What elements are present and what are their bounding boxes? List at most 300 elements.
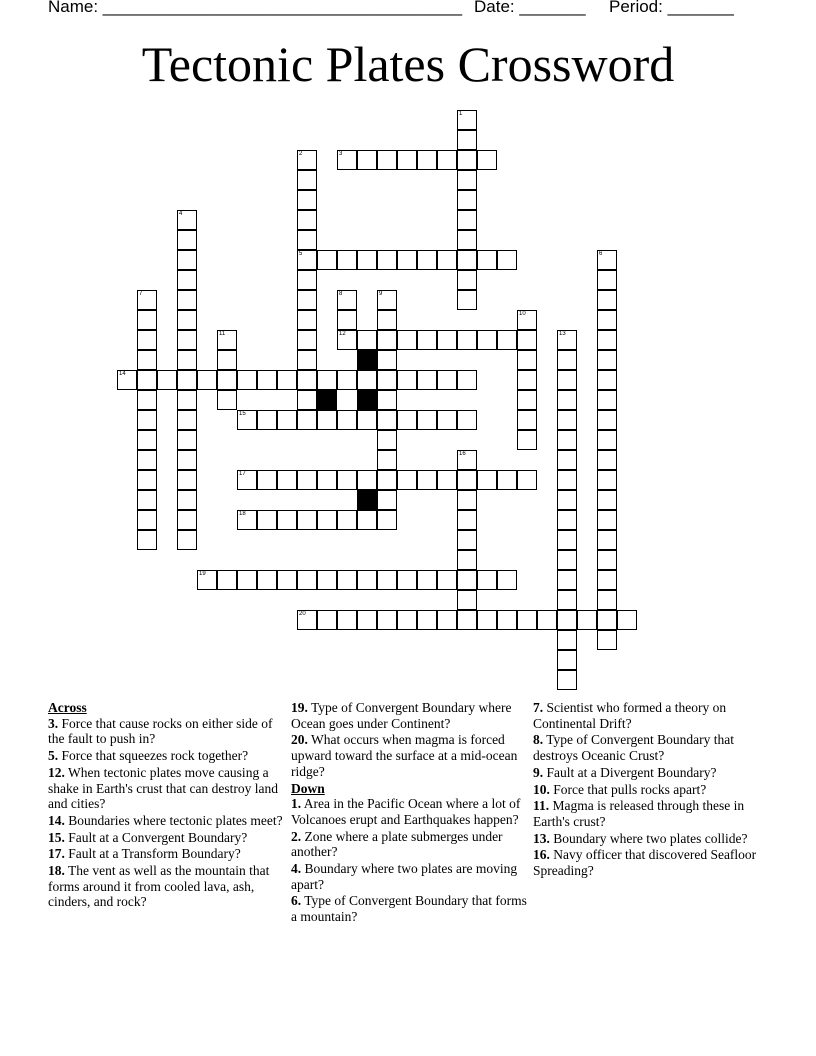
- cell-number: 7: [139, 291, 143, 297]
- grid-cell[interactable]: [457, 570, 477, 590]
- cell-number: 14: [119, 371, 126, 377]
- grid-cell[interactable]: [617, 610, 637, 630]
- grid-cell[interactable]: [457, 110, 477, 130]
- grid-cell[interactable]: [357, 330, 377, 350]
- clue-text: Force that pulls rocks apart?: [549, 781, 707, 797]
- grid-cell[interactable]: [597, 430, 617, 450]
- grid-cell[interactable]: [557, 550, 577, 570]
- grid-cell[interactable]: [457, 610, 477, 630]
- grid-cell[interactable]: [297, 230, 317, 250]
- clue: [533, 831, 769, 847]
- grid-cell[interactable]: [377, 570, 397, 590]
- grid-cell[interactable]: [517, 370, 537, 390]
- grid-cell[interactable]: [257, 570, 277, 590]
- clue-number: 1.: [291, 796, 302, 812]
- grid-cell[interactable]: [417, 470, 437, 490]
- grid-cell[interactable]: [437, 330, 457, 350]
- clue-text: Fault at a Convergent Boundary?: [64, 829, 248, 845]
- clue: [291, 796, 527, 827]
- grid-cell[interactable]: [137, 430, 157, 450]
- grid-cell[interactable]: [337, 470, 357, 490]
- grid-cell[interactable]: [477, 250, 497, 270]
- grid-cell[interactable]: [597, 550, 617, 570]
- grid-cell[interactable]: [177, 490, 197, 510]
- grid-cell[interactable]: [257, 410, 277, 430]
- grid-cell[interactable]: [417, 150, 437, 170]
- grid-cell[interactable]: [317, 370, 337, 390]
- grid-cell[interactable]: [457, 210, 477, 230]
- grid-cell[interactable]: [277, 470, 297, 490]
- grid-cell[interactable]: [457, 150, 477, 170]
- grid-cell[interactable]: [177, 530, 197, 550]
- clue-number: 8.: [533, 732, 544, 748]
- grid-cell[interactable]: [377, 250, 397, 270]
- grid-cell[interactable]: [417, 610, 437, 630]
- grid-cell[interactable]: [477, 570, 497, 590]
- grid-cell[interactable]: [437, 570, 457, 590]
- grid-cell[interactable]: [557, 390, 577, 410]
- clue-text: Fault at a Transform Boundary?: [64, 846, 241, 862]
- grid-cell[interactable]: [457, 370, 477, 390]
- grid-cell[interactable]: [357, 570, 377, 590]
- clues-column-1: [48, 700, 284, 911]
- grid-cell[interactable]: [557, 510, 577, 530]
- grid-cell[interactable]: [137, 350, 157, 370]
- grid-cell[interactable]: [557, 590, 577, 610]
- grid-cell[interactable]: [397, 250, 417, 270]
- clue: [291, 829, 527, 860]
- grid-cell[interactable]: [337, 330, 357, 350]
- grid-cell[interactable]: [337, 150, 357, 170]
- clues-column-3: [533, 700, 769, 880]
- grid-cell[interactable]: [137, 450, 157, 470]
- clues-column-2: [291, 700, 527, 926]
- clue-text: Type of Convergent Boundary that destroys Oceanic Crust?: [533, 732, 735, 764]
- clue: [48, 863, 284, 910]
- grid-cell[interactable]: [297, 390, 317, 410]
- grid-cell[interactable]: [337, 250, 357, 270]
- grid-cell[interactable]: [217, 350, 237, 370]
- grid-cell[interactable]: [297, 350, 317, 370]
- grid-cell[interactable]: [457, 450, 477, 470]
- grid-cell[interactable]: [597, 590, 617, 610]
- grid-cell[interactable]: [557, 470, 577, 490]
- period-field[interactable]: Period: _______: [609, 0, 734, 16]
- clue: [48, 748, 284, 764]
- grid-cell[interactable]: [417, 250, 437, 270]
- clue-number: 9.: [533, 764, 544, 780]
- grid-cell[interactable]: [597, 490, 617, 510]
- black-cell: [317, 390, 337, 410]
- grid-cell[interactable]: [137, 510, 157, 530]
- grid-cell[interactable]: [397, 150, 417, 170]
- grid-cell[interactable]: [537, 610, 557, 630]
- grid-cell[interactable]: [457, 230, 477, 250]
- clue-number: 17.: [48, 846, 65, 862]
- clue-number: 12.: [48, 764, 65, 780]
- grid-cell[interactable]: [277, 570, 297, 590]
- cell-number: 12: [339, 331, 346, 337]
- grid-cell[interactable]: [397, 410, 417, 430]
- grid-cell[interactable]: [297, 470, 317, 490]
- grid-cell[interactable]: [357, 370, 377, 390]
- grid-cell[interactable]: [177, 250, 197, 270]
- grid-cell[interactable]: [357, 410, 377, 430]
- grid-cell[interactable]: [337, 610, 357, 630]
- grid-cell[interactable]: [377, 470, 397, 490]
- clue-text: What occurs when magma is forced upward toward the surface at a mid-ocean ridge?: [291, 732, 518, 779]
- grid-cell[interactable]: [557, 450, 577, 470]
- grid-cell[interactable]: [377, 410, 397, 430]
- grid-cell[interactable]: [357, 470, 377, 490]
- clue-number: 7.: [533, 700, 544, 715]
- grid-cell[interactable]: [577, 610, 597, 630]
- grid-cell[interactable]: [597, 570, 617, 590]
- grid-cell[interactable]: [157, 370, 177, 390]
- cell-number: 15: [239, 411, 246, 417]
- grid-cell[interactable]: [477, 470, 497, 490]
- grid-cell[interactable]: [217, 570, 237, 590]
- grid-cell[interactable]: [137, 310, 157, 330]
- grid-cell[interactable]: [557, 350, 577, 370]
- grid-cell[interactable]: [457, 170, 477, 190]
- grid-cell[interactable]: [457, 590, 477, 610]
- grid-cell[interactable]: [137, 370, 157, 390]
- grid-cell[interactable]: [237, 570, 257, 590]
- cell-number: 1: [459, 111, 463, 117]
- grid-cell[interactable]: [337, 310, 357, 330]
- grid-cell[interactable]: [457, 130, 477, 150]
- cell-number: 17: [239, 471, 246, 477]
- grid-cell[interactable]: [597, 250, 617, 270]
- grid-cell[interactable]: [277, 370, 297, 390]
- cell-number: 19: [199, 571, 206, 577]
- clue: [291, 861, 527, 892]
- cell-number: 16: [459, 451, 466, 457]
- grid-cell[interactable]: [257, 370, 277, 390]
- grid-cell[interactable]: [557, 430, 577, 450]
- grid-cell[interactable]: [297, 370, 317, 390]
- grid-cell[interactable]: [597, 610, 617, 630]
- cell-number: 8: [339, 291, 343, 297]
- grid-cell[interactable]: [377, 290, 397, 310]
- grid-cell[interactable]: [377, 150, 397, 170]
- date-field[interactable]: Date: _______: [474, 0, 586, 16]
- grid-cell[interactable]: [317, 470, 337, 490]
- grid-cell[interactable]: [597, 450, 617, 470]
- grid-cell[interactable]: [137, 490, 157, 510]
- grid-cell[interactable]: [397, 570, 417, 590]
- grid-cell[interactable]: [457, 410, 477, 430]
- grid-cell[interactable]: [317, 510, 337, 530]
- cell-number: 18: [239, 511, 246, 517]
- grid-cell[interactable]: [517, 430, 537, 450]
- grid-cell[interactable]: [377, 510, 397, 530]
- grid-cell[interactable]: [457, 270, 477, 290]
- clue: [533, 847, 769, 878]
- grid-cell[interactable]: [377, 610, 397, 630]
- grid-cell[interactable]: [497, 610, 517, 630]
- clue-number: 5.: [48, 748, 59, 764]
- grid-cell[interactable]: [417, 410, 437, 430]
- grid-cell[interactable]: [517, 330, 537, 350]
- grid-cell[interactable]: [177, 390, 197, 410]
- grid-cell[interactable]: [557, 610, 577, 630]
- grid-cell[interactable]: [417, 570, 437, 590]
- grid-cell[interactable]: [557, 630, 577, 650]
- clue-number: 10.: [533, 781, 550, 797]
- grid-cell[interactable]: [377, 310, 397, 330]
- grid-cell[interactable]: [137, 470, 157, 490]
- clue-text: Boundary where two plates are moving apart?: [291, 861, 518, 892]
- clue-number: 6.: [291, 893, 302, 909]
- grid-cell[interactable]: [417, 330, 437, 350]
- grid-cell[interactable]: [137, 410, 157, 430]
- grid-cell[interactable]: [597, 370, 617, 390]
- grid-cell[interactable]: [297, 330, 317, 350]
- grid-cell[interactable]: [377, 330, 397, 350]
- grid-cell[interactable]: [597, 290, 617, 310]
- grid-cell[interactable]: [197, 370, 217, 390]
- grid-cell[interactable]: [377, 450, 397, 470]
- grid-cell[interactable]: [457, 510, 477, 530]
- cell-number: 20: [299, 611, 306, 617]
- grid-cell[interactable]: [317, 570, 337, 590]
- grid-cell[interactable]: [377, 430, 397, 450]
- grid-cell[interactable]: [497, 250, 517, 270]
- grid-cell[interactable]: [297, 410, 317, 430]
- grid-cell[interactable]: [457, 190, 477, 210]
- grid-cell[interactable]: [257, 470, 277, 490]
- grid-cell[interactable]: [457, 330, 477, 350]
- clue-text: The vent as well as the mountain that forms around it from cooled lava, ash, cinders, and rock?: [48, 863, 270, 910]
- grid-cell[interactable]: [177, 290, 197, 310]
- grid-cell[interactable]: [597, 350, 617, 370]
- grid-cell[interactable]: [477, 330, 497, 350]
- grid-cell[interactable]: [177, 310, 197, 330]
- clue: [48, 765, 284, 812]
- grid-cell[interactable]: [437, 610, 457, 630]
- clue: [48, 716, 284, 747]
- grid-cell[interactable]: [297, 250, 317, 270]
- cell-number: 9: [379, 291, 383, 297]
- grid-cell[interactable]: [377, 490, 397, 510]
- grid-cell[interactable]: [297, 310, 317, 330]
- grid-cell[interactable]: [597, 630, 617, 650]
- grid-cell[interactable]: [237, 370, 257, 390]
- grid-cell[interactable]: [297, 290, 317, 310]
- grid-cell[interactable]: [457, 550, 477, 570]
- grid-cell[interactable]: [457, 470, 477, 490]
- grid-cell[interactable]: [237, 470, 257, 490]
- page-title: Tectonic Plates Crossword: [141, 36, 675, 92]
- cell-number: 10: [519, 311, 526, 317]
- grid-cell[interactable]: [297, 170, 317, 190]
- clue-text: Type of Convergent Boundary that forms a mountain?: [291, 893, 527, 925]
- grid-cell[interactable]: [297, 510, 317, 530]
- cell-number: 11: [219, 331, 226, 337]
- grid-cell[interactable]: [597, 410, 617, 430]
- grid-cell[interactable]: [177, 350, 197, 370]
- grid-cell[interactable]: [557, 530, 577, 550]
- grid-cell[interactable]: [177, 470, 197, 490]
- clue-text: Boundary where two plates collide?: [549, 830, 748, 846]
- grid-cell[interactable]: [317, 250, 337, 270]
- clue-number: 18.: [48, 863, 65, 879]
- grid-cell[interactable]: [557, 570, 577, 590]
- down-heading: Down: [291, 780, 325, 796]
- grid-cell[interactable]: [437, 370, 457, 390]
- grid-cell[interactable]: [177, 230, 197, 250]
- grid-cell[interactable]: [597, 270, 617, 290]
- cell-number: 13: [559, 331, 566, 337]
- grid-cell[interactable]: [557, 650, 577, 670]
- grid-cell[interactable]: [397, 470, 417, 490]
- grid-cell[interactable]: [437, 250, 457, 270]
- grid-cell[interactable]: [337, 410, 357, 430]
- grid-cell[interactable]: [437, 470, 457, 490]
- grid-cell[interactable]: [477, 610, 497, 630]
- grid-cell[interactable]: [337, 370, 357, 390]
- grid-cell[interactable]: [597, 530, 617, 550]
- grid-cell[interactable]: [177, 450, 197, 470]
- grid-cell[interactable]: [597, 470, 617, 490]
- grid-cell[interactable]: [497, 330, 517, 350]
- grid-cell[interactable]: [217, 330, 237, 350]
- clue-number: 19.: [291, 700, 308, 715]
- grid-cell[interactable]: [137, 530, 157, 550]
- grid-cell[interactable]: [557, 490, 577, 510]
- grid-cell[interactable]: [137, 390, 157, 410]
- clue: [291, 893, 527, 924]
- down-clue-list-continued: [533, 700, 769, 879]
- grid-cell[interactable]: [297, 570, 317, 590]
- grid-cell[interactable]: [337, 570, 357, 590]
- clue-text: Force that cause rocks on either side of the fault to push in?: [48, 715, 273, 747]
- grid-cell[interactable]: [177, 330, 197, 350]
- grid-cell[interactable]: [177, 510, 197, 530]
- grid-cell[interactable]: [477, 150, 497, 170]
- down-clue-list: [291, 796, 527, 925]
- clue: [48, 830, 284, 846]
- clue-text: When tectonic plates move causing a shake in Earth's crust that can destroy land and cities?: [48, 764, 278, 812]
- grid-cell[interactable]: [357, 610, 377, 630]
- grid-cell[interactable]: [297, 270, 317, 290]
- grid-cell[interactable]: [397, 610, 417, 630]
- grid-cell[interactable]: [357, 250, 377, 270]
- grid-cell[interactable]: [317, 410, 337, 430]
- grid-cell[interactable]: [277, 510, 297, 530]
- clue: [48, 846, 284, 862]
- grid-cell[interactable]: [377, 370, 397, 390]
- clue-number: 13.: [533, 830, 550, 846]
- cell-number: 6: [599, 251, 603, 257]
- grid-cell[interactable]: [197, 570, 217, 590]
- grid-cell[interactable]: [457, 250, 477, 270]
- grid-cell[interactable]: [297, 190, 317, 210]
- grid-cell[interactable]: [457, 290, 477, 310]
- name-field[interactable]: Name: ______________________________________: [48, 0, 463, 16]
- grid-cell[interactable]: [557, 330, 577, 350]
- grid-cell[interactable]: [457, 490, 477, 510]
- grid-cell[interactable]: [437, 150, 457, 170]
- grid-cell[interactable]: [337, 510, 357, 530]
- grid-cell[interactable]: [437, 410, 457, 430]
- clue: [533, 782, 769, 798]
- grid-cell[interactable]: [237, 410, 257, 430]
- grid-cell[interactable]: [497, 470, 517, 490]
- grid-cell[interactable]: [117, 370, 137, 390]
- grid-cell[interactable]: [357, 150, 377, 170]
- grid-cell[interactable]: [137, 290, 157, 310]
- clue: [533, 700, 769, 731]
- grid-cell[interactable]: [217, 370, 237, 390]
- clue-number: 14.: [48, 812, 65, 828]
- grid-cell[interactable]: [377, 350, 397, 370]
- clue-number: 16.: [533, 847, 550, 863]
- grid-cell[interactable]: [297, 210, 317, 230]
- grid-cell[interactable]: [377, 390, 397, 410]
- grid-cell[interactable]: [457, 530, 477, 550]
- clue: [291, 700, 527, 731]
- grid-cell[interactable]: [177, 370, 197, 390]
- grid-cell[interactable]: [597, 390, 617, 410]
- grid-cell[interactable]: [517, 310, 537, 330]
- clue-number: 15.: [48, 829, 65, 845]
- grid-cell[interactable]: [557, 370, 577, 390]
- across-clue-list-continued: [291, 700, 527, 780]
- grid-cell[interactable]: [397, 370, 417, 390]
- grid-cell[interactable]: [297, 150, 317, 170]
- grid-cell[interactable]: [557, 670, 577, 690]
- clue-number: 4.: [291, 861, 302, 877]
- clue-text: Type of Convergent Boundary where Ocean goes under Continent?: [291, 700, 512, 731]
- grid-cell[interactable]: [177, 210, 197, 230]
- grid-cell[interactable]: [337, 290, 357, 310]
- grid-cell[interactable]: [557, 410, 577, 430]
- grid-cell[interactable]: [357, 510, 377, 530]
- grid-cell[interactable]: [517, 390, 537, 410]
- across-clue-list: [48, 716, 284, 910]
- grid-cell[interactable]: [257, 510, 277, 530]
- grid-cell[interactable]: [597, 310, 617, 330]
- grid-cell[interactable]: [297, 610, 317, 630]
- clue: [291, 732, 527, 779]
- grid-cell[interactable]: [217, 390, 237, 410]
- grid-cell[interactable]: [517, 410, 537, 430]
- grid-cell[interactable]: [277, 410, 297, 430]
- clue-number: 2.: [291, 828, 302, 844]
- grid-cell[interactable]: [177, 270, 197, 290]
- grid-cell[interactable]: [517, 610, 537, 630]
- grid-cell[interactable]: [597, 510, 617, 530]
- grid-cell[interactable]: [417, 370, 437, 390]
- grid-cell[interactable]: [517, 350, 537, 370]
- grid-cell[interactable]: [497, 570, 517, 590]
- grid-cell[interactable]: [137, 330, 157, 350]
- grid-cell[interactable]: [237, 510, 257, 530]
- grid-cell[interactable]: [177, 410, 197, 430]
- clue-number: 11.: [533, 798, 550, 814]
- grid-cell[interactable]: [597, 330, 617, 350]
- grid-cell[interactable]: [517, 470, 537, 490]
- clue-text: Fault at a Divergent Boundary?: [543, 764, 717, 780]
- grid-cell[interactable]: [177, 430, 197, 450]
- cell-number: 4: [179, 211, 183, 217]
- grid-cell[interactable]: [397, 330, 417, 350]
- grid-cell[interactable]: [317, 610, 337, 630]
- clue-text: Force that squeezes rock together?: [58, 748, 249, 764]
